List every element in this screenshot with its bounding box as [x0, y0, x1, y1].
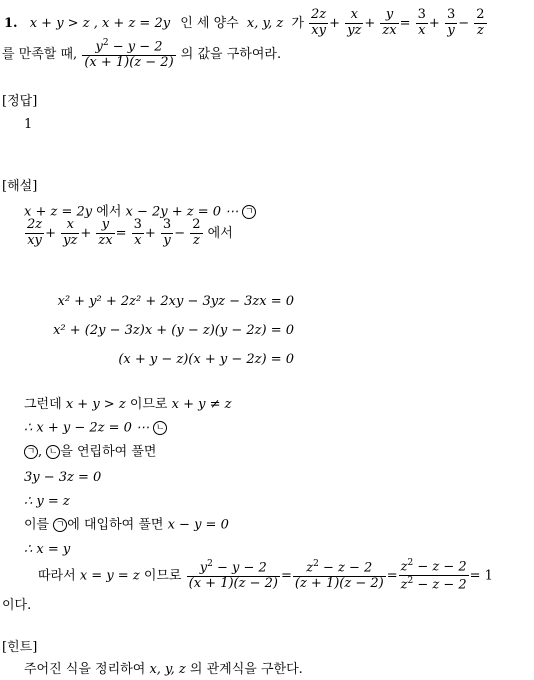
final-frac-3: $\frac{z^2 - z - 2}{z^2 - z - 2}$ [400, 558, 467, 593]
equation-1: x² + y² + 2z² + 2xy − 3yz − 3zx = 0 [57, 294, 294, 309]
problem-text-2: 를 만족할 때, [2, 47, 78, 63]
solution-substitute: 이를 ㄱ 에 대입하여 풀면 x − y = 0 [24, 517, 229, 533]
marker-a-icon: ㄱ [53, 518, 67, 532]
problem-line-2 [2, 38, 281, 71]
problem-vars: x, y, z [246, 15, 284, 31]
hint-text: 주어진 식을 정리하여 x, y, z 의 관계식을 구한다. [24, 662, 303, 677]
therefore-1: ∴ x + y − 2z = 0 ⋯ ㄴ [24, 421, 167, 435]
marker-b-icon: ㄴ [46, 445, 60, 459]
therefore-3: ∴ x = y [24, 542, 71, 557]
solution-step-1: x + z = 2y 에서 x − 2y + z = 0 ⋯ ㄱ [24, 205, 256, 219]
solution-then: 그런데 x + y > z 이므로 x + y ≠ z [24, 397, 232, 412]
therefore-2: ∴ y = z [24, 494, 70, 509]
marker-a-icon: ㄱ [242, 205, 256, 219]
problem-condition: x + y > z , x + z = 2y [29, 15, 171, 31]
frac-3-x: $\frac{3}{x}$ [417, 7, 426, 38]
marker-a-icon: ㄱ [24, 445, 38, 459]
problem-ga: 가 [291, 15, 304, 31]
final-end: 이다. [2, 598, 32, 613]
equation-3: (x + y − z)(x + y − 2z) = 0 [118, 352, 294, 367]
problem-text: 인 세 양수 [180, 15, 239, 31]
frac-3-y: $\frac{3}{y}$ [446, 7, 456, 38]
equation-4: 3y − 3z = 0 [24, 470, 102, 485]
final-frac-2: $\frac{z^2 - z - 2}{(z + 1)(z - 2)}$ [294, 559, 384, 592]
frac-2z-xy: $\frac{2z}{xy}$ [311, 7, 327, 38]
problem-line-1: 1. x + y > z , x + z = 2y 인 세 양수 x, y, z 가 $\frac{2z}{xy}$ + $\frac{x}{yz}$ + $\frac{y}{zx}$ = $\frac{3}{x}$ + $\frac{3}{y}$ − $\frac{2}{z}$ [4, 7, 485, 38]
hint-header: [힌트] [2, 640, 38, 655]
final-frac-1: $\frac{y^2 - y - 2}{(x + 1)(z - 2)}$ [188, 559, 278, 592]
frac-x-yz: $\frac{x}{yz}$ [347, 7, 362, 38]
problem-text-3: 의 값을 구하여라. [180, 47, 282, 63]
equation-2: x² + (2y − 3z)x + (y − z)(y − 2z) = 0 [53, 323, 294, 338]
marker-b-icon: ㄴ [153, 421, 167, 435]
final-line: 따라서 x = y = z 이므로 $\frac{y^2 - y - 2}{(x + 1)(z - 2)}$ = $\frac{z^2 - z - 2}{(z + 1)(z - 2)}$ = $\frac{z^2 - z - 2}{z^2 - z - 2}$ = 1 [38, 558, 493, 593]
frac-2-z: $\frac{2}{z}$ [476, 7, 485, 38]
answer-value: 1 [24, 117, 33, 132]
answer-header: [정답] [2, 94, 38, 109]
target-fraction: $\frac{y^2 - y - 2}{(x + 1)(z - 2)}$ [84, 38, 174, 71]
problem-number: 1. [4, 15, 18, 31]
solution-header: [해설] [2, 179, 38, 194]
solution-step-2: $\frac{2z}{xy}$ + $\frac{x}{yz}$ + $\frac{y}{zx}$ = $\frac{3}{x}$ + $\frac{3}{y}$ − $\frac{2}{z}$ 에서 [27, 217, 233, 248]
solution-combine: ㄱ , ㄴ 을 연립하여 풀면 [24, 445, 156, 459]
frac-y-zx: $\frac{y}{zx}$ [382, 7, 397, 38]
